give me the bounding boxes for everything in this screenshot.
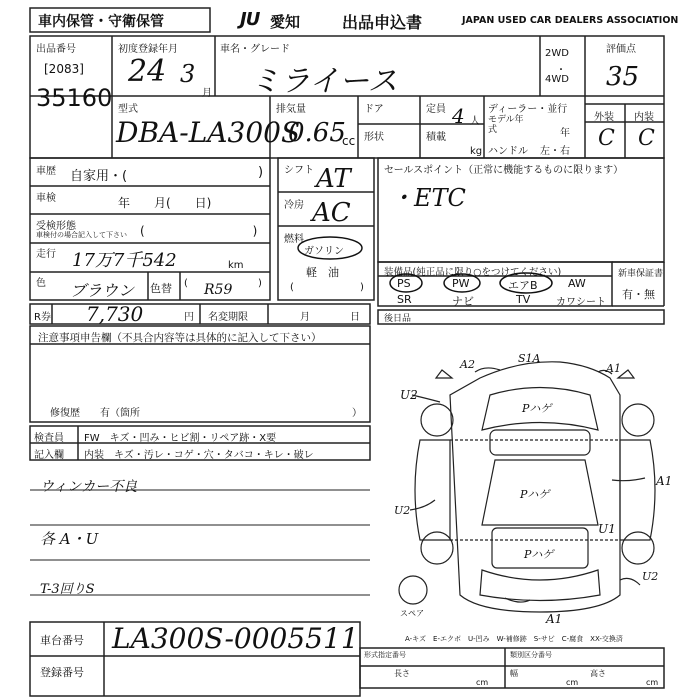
handle-label: ハンドル [488,146,528,157]
reg-month-value: 3 [180,60,196,88]
mileage-value: 17万7千542 [72,250,177,271]
mark-u2-left: U2 [400,388,418,402]
repair-label: 修復歴 有（箇所 [50,408,140,419]
car-name-value: ミライース [250,64,398,99]
title-box: 車内保管・守衛保管 [38,14,164,30]
fuel-gas: ガソリン [304,246,344,257]
color-value: ブラウン [70,281,135,300]
org-english: JAPAN USED CAR DEALERS ASSOCIATION [462,15,679,26]
dot-label: ・ [556,65,566,76]
notes-title: 注意事項申告欄（不具合内容等は具体的に記入して下さい） [38,332,322,344]
interior-row: 内装 キズ・汚レ・コゲ・穴・タバコ・キレ・破レ [84,450,314,461]
dim-label-2: 類別区分番号 [510,651,552,659]
mark-a1-bottom: A1 [546,612,563,626]
aircon-label: 冷房 [284,200,304,211]
doc-title: 出品申込書 [342,13,423,32]
equipment-label: 装備品(純正品に限り○をつけてください) [384,267,562,278]
note-line-2: 各 A・U [40,530,99,548]
lot-no-label: 出品番号 [36,44,76,55]
fourwd-label: 4WD [545,74,569,85]
certificate-label: 受検形態 [36,221,76,232]
aircon-value: AC [312,198,351,228]
dim-cm-1: cm [476,678,489,687]
dim-length: 長さ [394,669,410,678]
mark-s1a: S1A [518,352,541,365]
eq-aw: AW [568,277,586,290]
model-label: 型式 [118,104,138,115]
displacement-label: 排気量 [276,104,306,115]
chassis-no-label: 車台番号 [40,634,84,647]
dim-label: 形式指定番号 [364,651,406,659]
dim-cm-3: cm [646,678,659,687]
interior-label: 内装 [634,112,654,123]
eq-pw: PW [452,277,470,290]
ju-logo: JU [240,9,260,30]
shape-label: 形状 [364,132,384,143]
yen-label: 円 [184,312,194,323]
sales-point-label: セールスポイント（正常に機能するものに限ります） [384,165,624,176]
mark-pagu-3: Pハゲ [524,548,554,561]
spare-label: スペア [400,609,424,618]
sales-point-value: ・ETC [390,184,466,212]
shift-label: シフト [284,165,314,176]
recycle-label: R券 [34,312,51,323]
displacement-value: 0.65 [288,118,346,148]
handle-options: 左・右 [540,146,570,157]
eq-seat: カワシート [556,297,606,308]
mark-a2: A2 [460,358,475,371]
fuel-diesel: 軽 油 [306,266,339,279]
lot-small: [2083] [44,62,84,76]
model-value: DBA-LA300S [116,116,301,149]
exterior-grade: C [598,126,615,151]
repair-close: ） [352,408,362,419]
inspector-mark-label: 記入欄 [34,450,64,461]
fuel-paren-open: ( [290,282,294,293]
name-change-label: 名変期限 [208,312,248,323]
cc-unit: cc [342,134,356,148]
note-line-1: ウィンカー不良 [40,479,138,495]
eq-ps: PS [397,277,411,290]
warranty-options: 有・無 [622,288,655,301]
certificate-parens: ( ) [140,224,258,238]
inspector-label: 検査員 [34,433,64,444]
score-label: 評価点 [606,44,636,55]
history-label: 車歴 [36,166,56,177]
color-swap-label: 色替 [150,282,172,295]
capacity-value: 4 [452,104,465,128]
chassis-no-value: LA300S-0005511 [112,622,359,655]
mark-u2-mid: U2 [394,504,411,517]
color-code-close: ) [258,278,262,289]
name-change-date: 月 日 [300,312,360,323]
twowd-label: 2WD [545,48,569,59]
reg-year-value: 24 [128,54,167,89]
dealer-label: ディーラー・並行 [488,104,568,115]
mark-pagu-2: Pハゲ [520,488,550,501]
history-close: ) [258,165,264,180]
shift-value: AT [316,164,351,194]
car-name-label: 車名・グレード [220,44,290,55]
mark-a1-top: A1 [606,362,621,375]
note-line-3: T-3回りS [40,582,95,597]
interior-grade: C [638,126,655,151]
mileage-label: 走行 [36,249,56,260]
month-char: 月 [202,88,212,99]
eq-sr: SR [397,293,412,306]
color-label: 色 [36,278,46,289]
fuel-paren-close: ) [360,282,364,293]
color-code-open: ( [184,278,188,289]
mark-a1-right: A1 [656,474,673,488]
eq-nav: ナビ [452,295,474,308]
warranty-label: 新車保証書 [618,269,664,279]
load-label: 積載 [426,132,446,143]
mark-pagu-1: Pハゲ [522,402,552,415]
org-name: 愛知 [270,13,301,31]
after-day-label: 後日品 [384,314,412,324]
door-label: ドア [364,104,384,115]
dim-height: 高さ [590,669,606,678]
shaken-format: 年 月( 日) [118,196,212,210]
color-code-value: R59 [204,282,233,298]
score-value: 35 [606,62,640,92]
eq-airbag: エアB [508,279,538,292]
kg-label: kg [470,146,483,157]
dim-cm-2: cm [566,678,579,687]
fw-row: FW キズ・凹み・ヒビ割・リペア跡・X要 [84,433,277,444]
damage-legend: A-キズ E-エクボ U-凹み W-補修跡 S-サビ C-腐食 XX-交換済 [405,635,623,643]
recycle-value: 7,730 [86,302,144,326]
first-reg-label: 初度登録年月 [118,44,178,55]
model-year-label: モデル年式 [488,115,524,135]
km-unit: km [228,260,244,271]
exterior-label: 外装 [594,112,614,123]
eq-tv: TV [516,293,531,306]
fuel-label: 燃料 [284,234,304,245]
reg-no-label: 登録番号 [40,666,84,679]
year-char: 年 [560,128,570,139]
history-value: 自家用・( [70,169,128,184]
mark-u1: U1 [598,522,616,536]
certificate-note: 車検付の場合記入して下さい [36,231,127,239]
capacity-label: 定員 [426,104,446,115]
dim-width: 幅 [510,669,518,678]
mark-u2-bottom: U2 [642,570,659,583]
shaken-label: 車検 [36,193,56,204]
lot-no-value: 35160 [36,84,113,112]
capacity-unit: 人 [470,116,480,127]
